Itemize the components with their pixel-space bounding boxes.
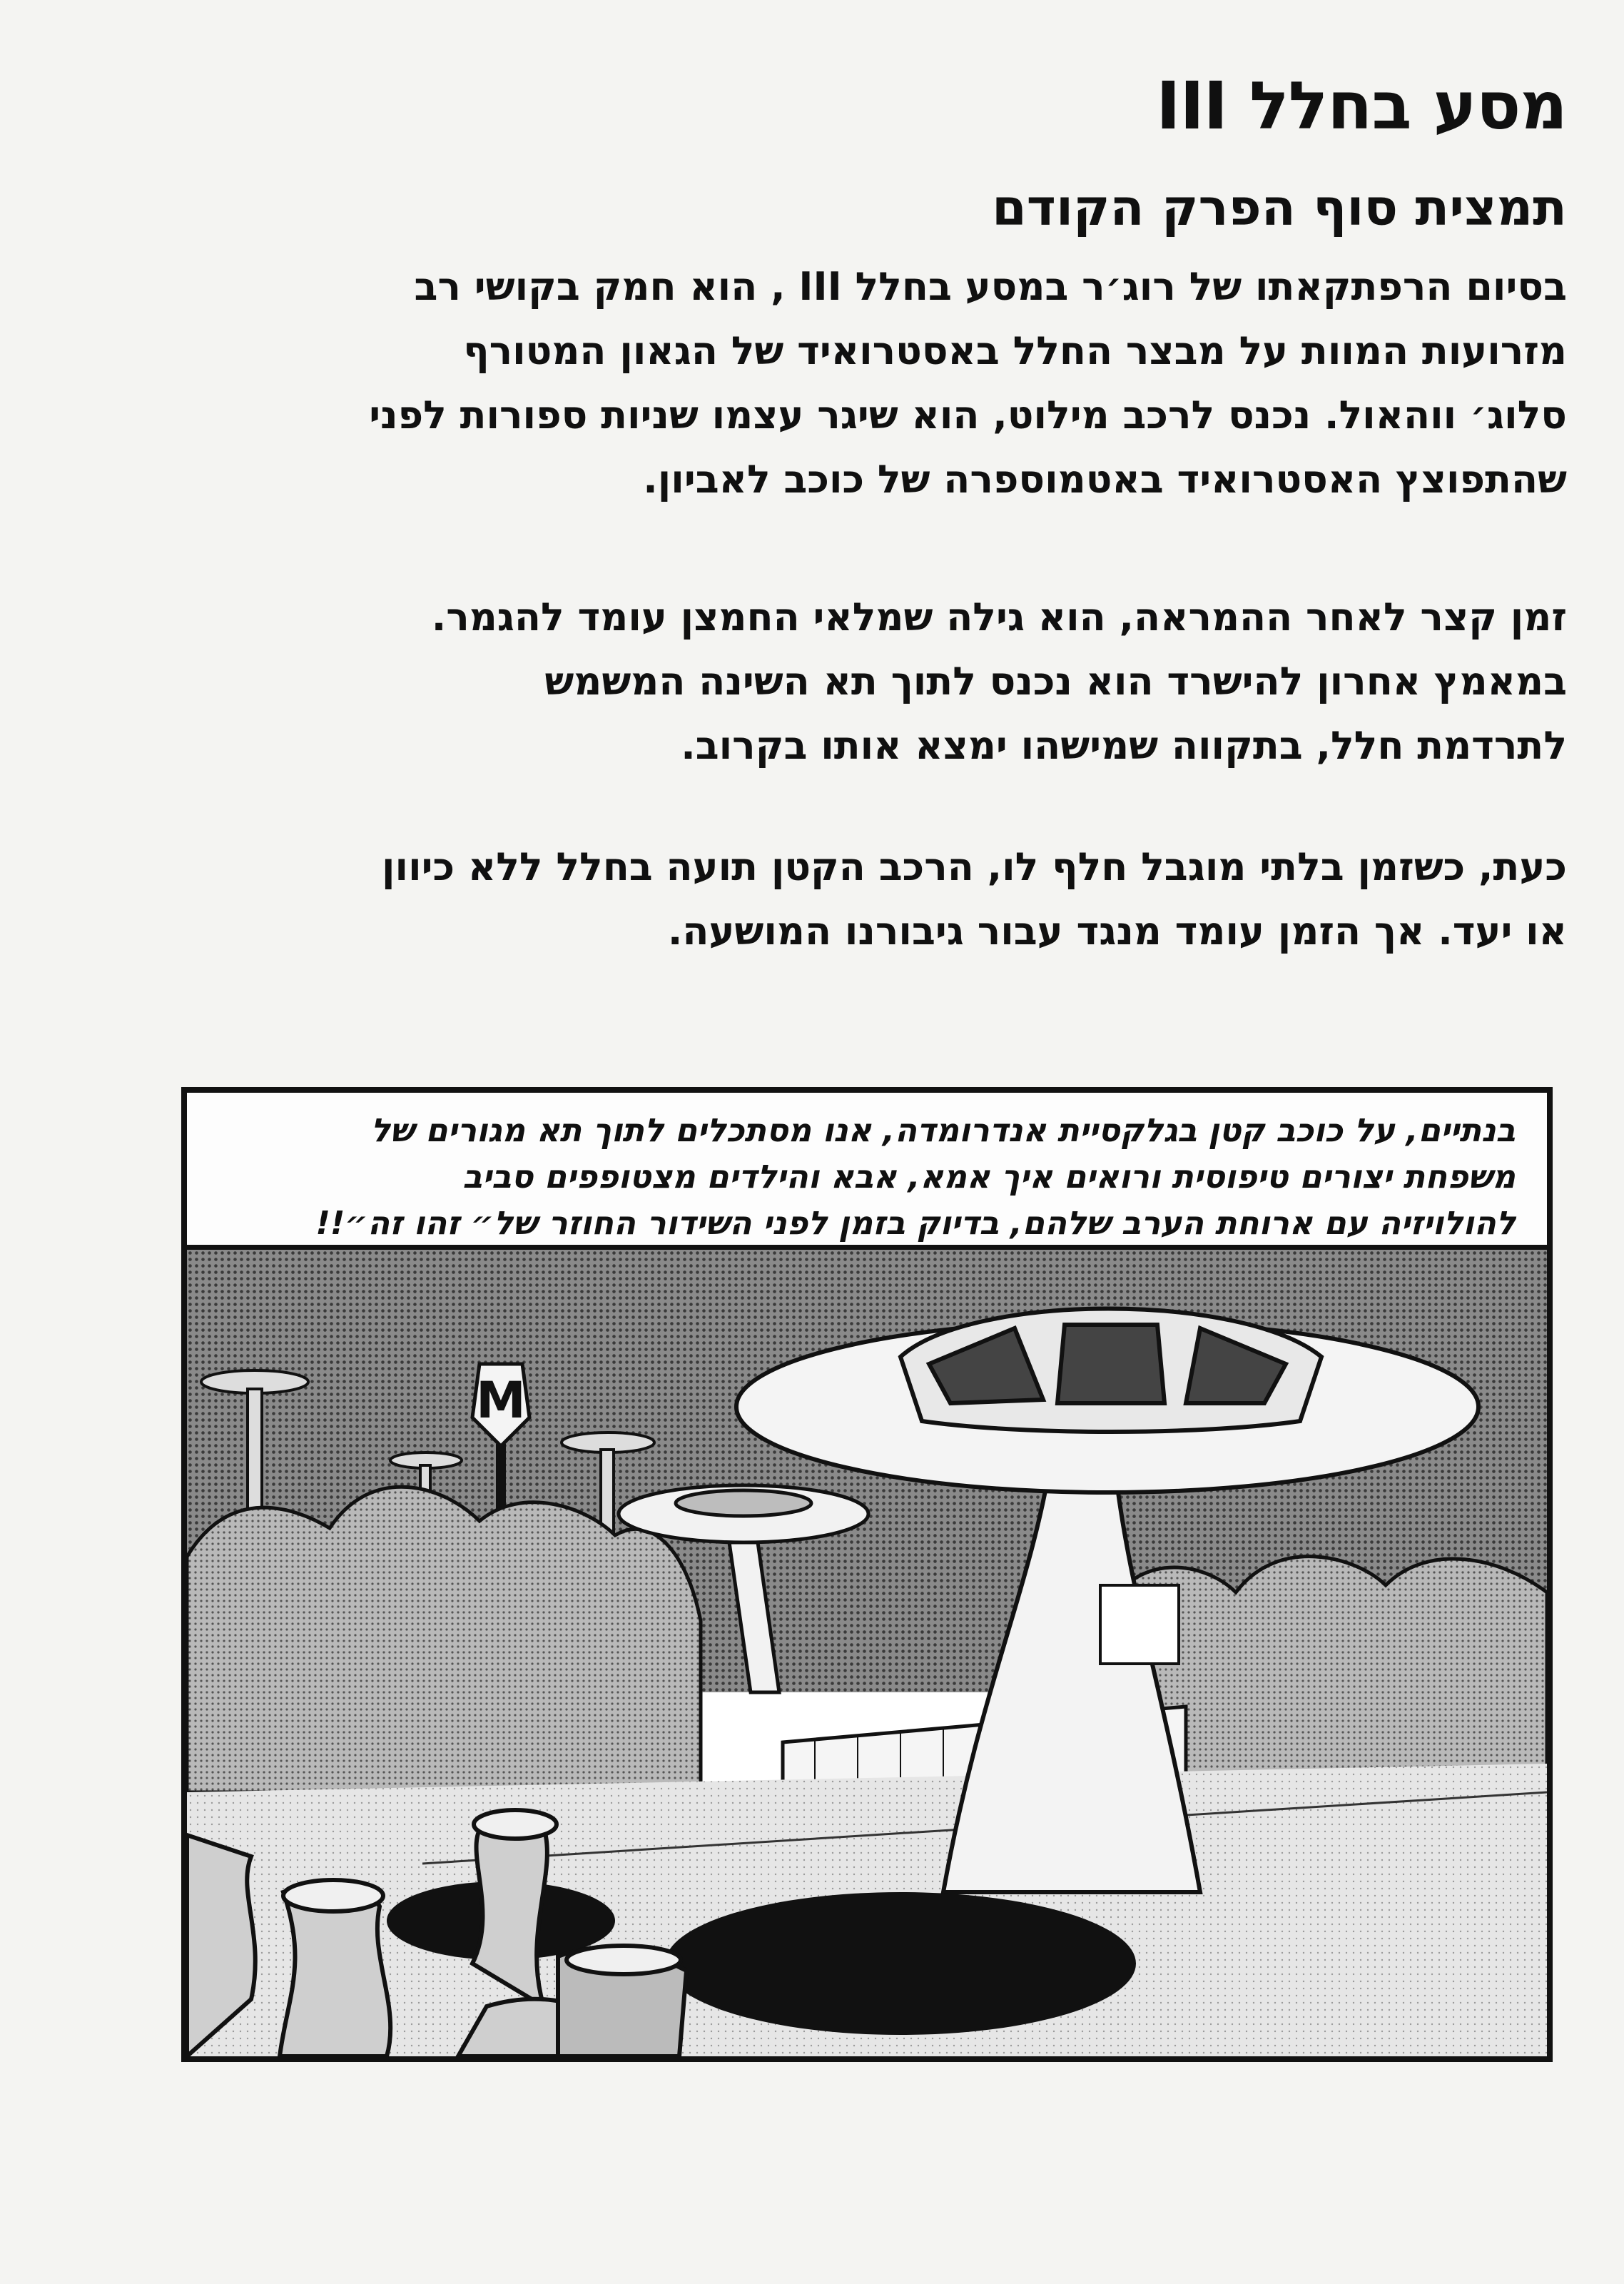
paragraph-line: בסיום הרפתקאתו של רוג׳ר במסע בחלל III , הוא חמק בקושי רב	[414, 264, 1567, 309]
paragraph-line: זמן קצר לאחר ההמראה, הוא גילה שמלאי החמצן עומד להגמר.	[431, 595, 1567, 640]
paragraph-line: שהתפוצץ האסטרואיד באטמוספרה של כוכב לאביון.	[643, 457, 1567, 502]
page-title: מסע בחלל III	[1156, 68, 1567, 144]
panel-caption	[187, 1093, 1547, 1250]
svg-text:M: M	[476, 1371, 526, 1430]
shadow-right	[665, 1892, 1136, 2035]
caption-line: משפחת יצורים טיפוסית ורואים איך אמא, אבא והילדים מצטופפים סביב	[462, 1158, 1516, 1196]
paragraph-1	[168, 255, 1567, 512]
section-subtitle: תמצית סוף הפרק הקודם	[992, 178, 1567, 237]
paragraph-3	[168, 835, 1567, 964]
comic-panel	[181, 1087, 1553, 2062]
paragraph-line: לתרדמת חלל, בתקווה שמישהו ימצא אותו בקרוב.	[681, 723, 1567, 768]
caption-line: בנתיים, על כוכב קטן בגלקסיית אנדרומדה, אנו מסתכלים לתוך תא מגורים של	[370, 1111, 1516, 1149]
paragraph-line: כעת, כשזמן בלתי מוגבל חלף לו, הרכב הקטן תועה בחלל ללא כיוון	[382, 844, 1567, 889]
paragraph-line: או יעד. אך הזמן עומד מנגד עבור גיבורנו המושעה.	[667, 909, 1567, 954]
paragraph-line: במאמץ אחרון להישרד הוא נכנס לתוך תא השינה המשמש	[544, 659, 1567, 704]
paragraph-line: מזרועות המוות על מבצר החלל באסטרואיד של הגאון המטורף	[463, 328, 1567, 373]
comic-artwork	[187, 1250, 1547, 2056]
paragraph-line: סלוג׳ ווהאול. נכנס לרכב מילוט, הוא שיגר עצמו שניות ספורות לפני	[369, 393, 1567, 438]
paragraph-2	[168, 585, 1567, 778]
caption-line: להולויזיה עם ארוחת הערב שלהם, בדיוק בזמן לפני השידור החוזר של״ זהו זה״!!	[315, 1204, 1516, 1242]
bushes-left	[187, 1487, 701, 1792]
